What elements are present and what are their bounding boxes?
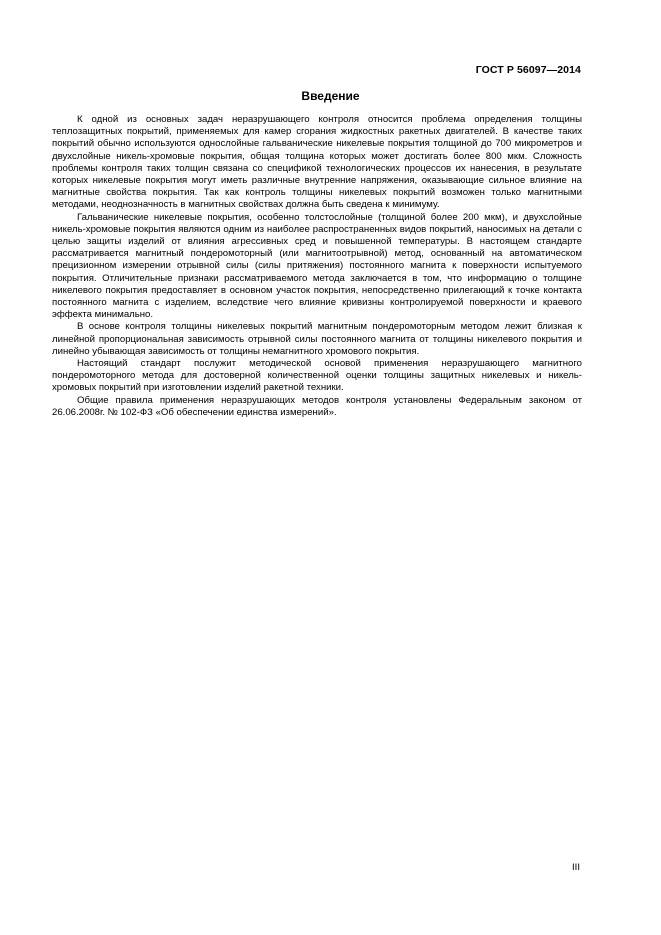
page-number: III [572,862,580,873]
paragraph: В основе контроля толщины никелевых покрытий магнитным пондеромоторным методом лежит близкая к линейной пропорциональная зависимость отрывной силы постоянного магнита от толщины никелевого покрытия и линейно убывающая зависимость от толщины немагнитного хромового покрытия. [52,321,582,357]
paragraph: Гальванические никелевые покрытия, особенно толстослойные (толщиной более 200 мкм), и двухслойные никель-хромовые покрытия являются одним из наиболее распространенных видов покрытий, наносимых на детали с целью защиты изделий от влияния агрессивных сред и повышенной температуры. В настоящем стандарте рассматривается магнитный пондеромоторный (или магнитоотрывной) метод, основанный на автоматическом прецизионном измерении отрывной силы (силы притяжения) постоянного магнита к поверхности испытуемого покрытия. Отличительные признаки рассматриваемого метода заключается в том, что информацию о толщине никелевого покрытия предоставляет в основном участок покрытия, непосредственно прилегающий к точке контакта постоянного магнита с изделием, вследствие чего влияние кривизны контролируемой поверхности и краевого эффекта минимально. [52,211,582,321]
paragraph: Настоящий стандарт послужит методической основой применения неразрушающего магнитного пондеромоторного метода для достоверной количественной оценки толщины защитных никелевых и никель-хромовых покрытий при изготовлении изделий ракетной техники. [52,358,582,394]
paragraph: К одной из основных задач неразрушающего контроля относится проблема определения толщины теплозащитных покрытий, применяемых для камер сгорания жидкостных ракетных двигателей. В качестве таких покрытий обычно используются однослойные гальванические никелевые покрытия толщиной до 700 микрометров и двухслойные никель-хромовые покрытия, общая толщина которых может достигать более 800 мкм. Сложность проблемы контроля таких толщин связана со спецификой технологических процессов их нанесения, в результате которых никелевые покрытия могут иметь различные внутренние напряжения, оказывающие сильное влияние на магнитные свойства покрытия. Так как контроль толщины никелевых покрытий возможен только магнитными методами, неоднозначность в магнитных свойствах должна быть сведена к минимуму. [52,114,582,211]
body-text [52,114,582,419]
document-code: ГОСТ Р 56097—2014 [475,64,581,76]
section-title: Введение [301,89,360,103]
paragraph: Общие правила применения неразрушающих методов контроля установлены Федеральным законом от 26.06.2008г. № 102-ФЗ «Об обеспечении единства измерений». [52,394,582,418]
